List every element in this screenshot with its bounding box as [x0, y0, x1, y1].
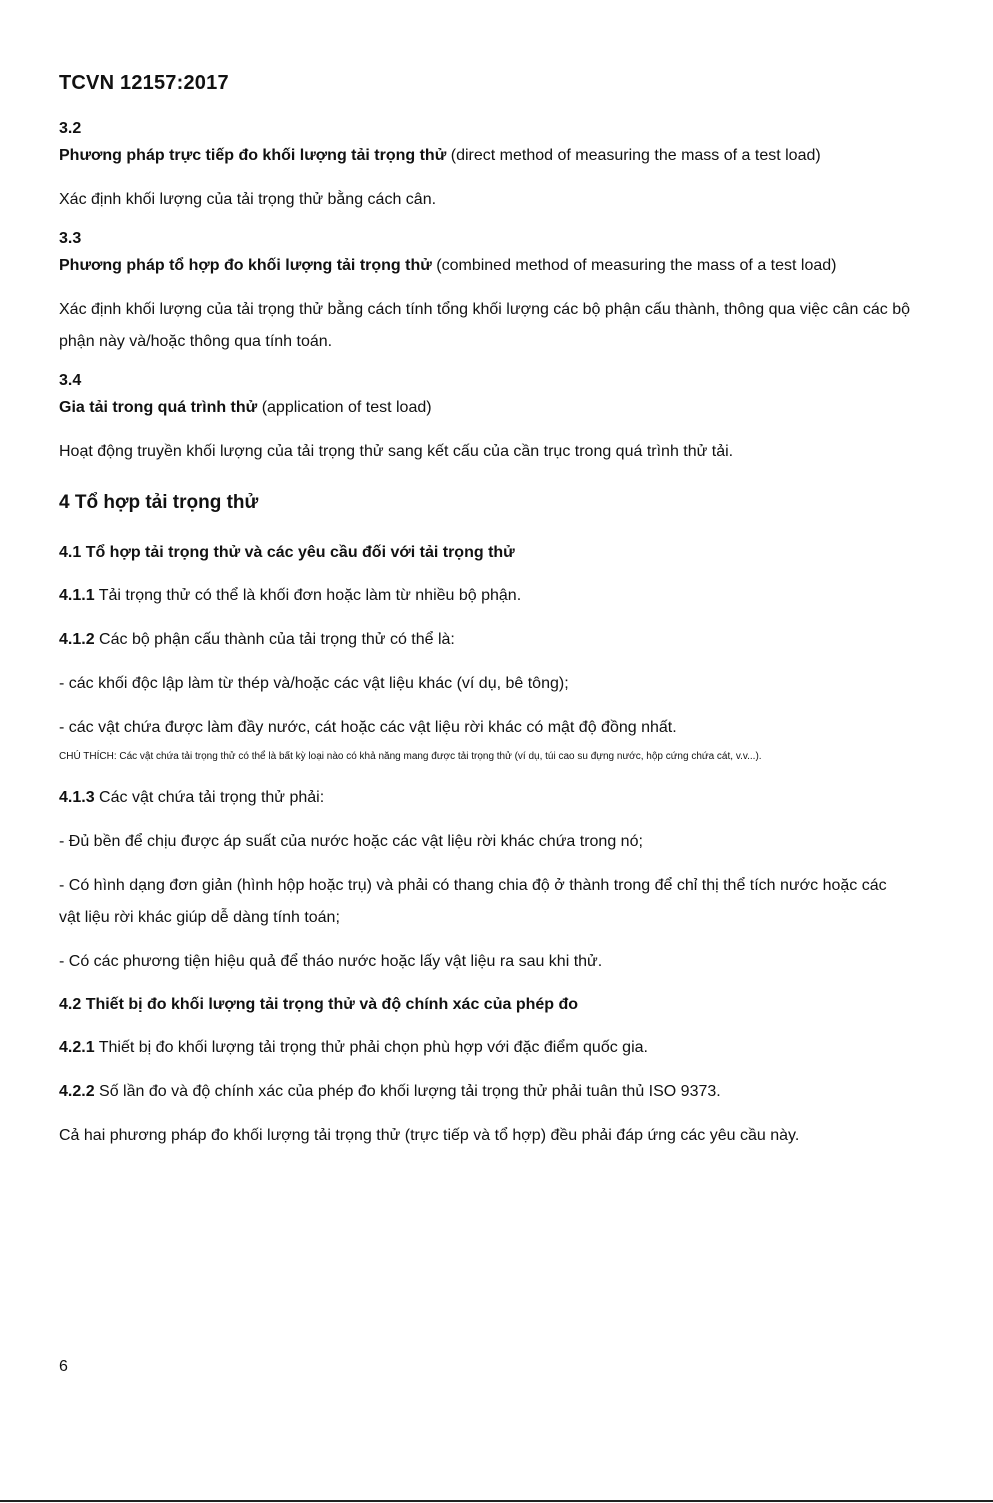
term-bold: Gia tải trong quá trình thử — [59, 399, 258, 416]
definition-3-4: Hoạt động truyền khối lượng của tải trọng thử sang kết cấu của cần trục trong quá trình thử tải. — [59, 443, 734, 460]
clause-number-3-2: 3.2 — [59, 120, 82, 137]
page-content — [59, 118, 911, 1152]
clause-number: 4.1.1 — [59, 587, 95, 604]
section-heading-4: 4 Tổ hợp tải trọng thử — [59, 492, 259, 513]
clause-number: 4.2.1 — [59, 1039, 95, 1056]
clause-3-2-title — [59, 140, 911, 172]
clause-number: 4.1.2 — [59, 631, 95, 648]
term-english: (combined method of measuring the mass of a test load) — [431, 257, 837, 274]
list-item: - các khối độc lập làm từ thép và/hoặc các vật liệu khác (ví dụ, bê tông); — [59, 675, 569, 692]
clause-4-2-2 — [59, 1076, 911, 1108]
clause-number: 4.2.2 — [59, 1083, 95, 1100]
definition-3-3: Xác định khối lượng của tải trọng thử bằng cách tính tổng khối lượng các bộ phận cấu thành, thông qua việc cân các bộ phận này và/hoặc thông qua tính toán. — [59, 301, 911, 350]
section-heading-4-1: 4.1 Tổ hợp tải trọng thử và các yêu cầu đối với tải trọng thử — [59, 544, 515, 561]
standard-id-header: TCVN 12157:2017 — [59, 72, 229, 94]
closing-paragraph: Cả hai phương pháp đo khối lượng tải trọng thử (trực tiếp và tổ hợp) đều phải đáp ứng các yêu cầu này. — [59, 1127, 800, 1144]
note: CHÚ THÍCH: Các vật chứa tải trọng thử có thể là bất kỳ loại nào có khả năng mang được tải trọng thử (ví dụ, túi cao su đựng nước, hộp cứng chứa cát, v.v...). — [59, 751, 762, 762]
clause-number-3-3: 3.3 — [59, 230, 82, 247]
clause-4-1-3 — [59, 782, 911, 814]
clause-3-3-title — [59, 250, 911, 282]
list-item: - Đủ bền để chịu được áp suất của nước hoặc các vật liệu rời khác chứa trong nó; — [59, 833, 643, 850]
clause-text: Thiết bị đo khối lượng tải trọng thử phải chọn phù hợp với đặc điểm quốc gia. — [94, 1039, 648, 1056]
clause-number-3-4: 3.4 — [59, 372, 82, 389]
page-bottom-border — [0, 1500, 993, 1502]
term-bold: Phương pháp tổ hợp đo khối lượng tải trọng thử — [59, 257, 432, 274]
clause-text: Tải trọng thử có thể là khối đơn hoặc làm từ nhiều bộ phận. — [94, 587, 522, 604]
clause-3-4-title — [59, 392, 911, 424]
clause-4-1-2 — [59, 624, 911, 656]
clause-text: Số lần đo và độ chính xác của phép đo khối lượng tải trọng thử phải tuân thủ ISO 9373. — [94, 1083, 721, 1100]
list-item: - Có hình dạng đơn giản (hình hộp hoặc trụ) và phải có thang chia độ ở thành trong để chỉ thị thể tích nước hoặc các vật liệu rời khác giúp dễ dàng tính toán; — [59, 877, 887, 926]
clause-text: Các vật chứa tải trọng thử phải: — [94, 789, 325, 806]
clause-4-1-1 — [59, 580, 911, 612]
page-number: 6 — [59, 1358, 68, 1375]
term-english: (application of test load) — [257, 399, 432, 416]
clause-number: 4.1.3 — [59, 789, 95, 806]
list-item: - các vật chứa được làm đầy nước, cát hoặc các vật liệu rời khác có mật độ đồng nhất. — [59, 719, 677, 736]
list-item: - Có các phương tiện hiệu quả để tháo nước hoặc lấy vật liệu ra sau khi thử. — [59, 953, 603, 970]
clause-4-2-1 — [59, 1032, 911, 1064]
definition-3-2: Xác định khối lượng của tải trọng thử bằng cách cân. — [59, 191, 437, 208]
section-heading-4-2: 4.2 Thiết bị đo khối lượng tải trọng thử và độ chính xác của phép đo — [59, 996, 579, 1013]
term-english: (direct method of measuring the mass of a test load) — [446, 147, 821, 164]
clause-text: Các bộ phận cấu thành của tải trọng thử có thể là: — [94, 631, 455, 648]
term-bold: Phương pháp trực tiếp đo khối lượng tải trọng thử — [59, 147, 447, 164]
